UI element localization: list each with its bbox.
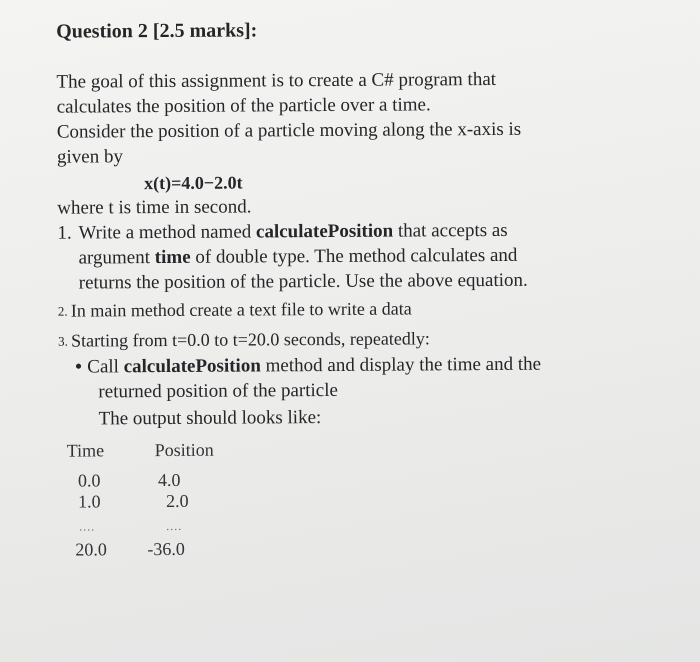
table-header-position: Position: [154, 439, 214, 461]
argument-name-bold: time: [154, 246, 191, 269]
item-1-line-1: [78, 219, 507, 246]
item-1-text-cont: that accepts as: [393, 219, 508, 242]
item-1-number: 1.: [57, 222, 72, 244]
table-row-ellipsis-position: ....: [166, 518, 183, 533]
intro-line-3: Consider the position of a particle moving along the x-axis is: [56, 118, 522, 143]
bullet-text: Call: [87, 356, 124, 378]
intro-line-5: where t is time in second.: [57, 196, 252, 219]
item-1-text-2: argument: [78, 247, 155, 269]
item-3-line-1: Starting from t=0.0 to t=20.0 seconds, repeatedly:: [71, 328, 430, 351]
table-row-1-position: 4.0: [157, 469, 181, 491]
item-1-line-2: [79, 244, 518, 271]
table-row-ellipsis-time: ....: [79, 519, 96, 534]
intro-line-1: The goal of this assignment is to create a C# program that: [56, 68, 497, 93]
table-row-last-position: -36.0: [147, 538, 185, 560]
question-heading: Question 2 [2.5 marks]:: [56, 19, 258, 43]
table-header-time: Time: [66, 440, 105, 461]
bullet-text-cont: method and display the time and the: [260, 353, 542, 377]
table-row-last-time: 20.0: [75, 539, 107, 560]
item-1-line-3: returns the position of the particle. Use the above equation.: [78, 269, 528, 294]
item-1-text-2-cont: of double type. The method calculates and: [190, 244, 518, 268]
item-1-text: Write a method named: [78, 221, 257, 244]
output-intro: The output should looks like:: [98, 407, 322, 430]
item-2-number: 2.: [57, 303, 68, 319]
table-row-2-time: 1.0: [78, 491, 101, 512]
method-name-bold: calculatePosition: [255, 220, 394, 243]
bullet-line-1: [87, 353, 541, 380]
item-3-number: 3.: [58, 333, 68, 349]
bullet-line-2: returned position of the particle: [98, 379, 339, 403]
table-row-2-position: 2.0: [166, 490, 189, 511]
table-row-1-time: 0.0: [77, 470, 101, 491]
position-equation: x(t)=4.0−2.0t: [144, 172, 243, 194]
intro-line-4: given by: [56, 146, 123, 168]
bullet-marker: •: [75, 356, 82, 378]
item-2-line-1: In main method create a text file to write a data: [70, 298, 412, 321]
bullet-method-bold: calculatePosition: [123, 355, 261, 378]
intro-line-2: calculates the position of the particle over a time.: [56, 94, 431, 118]
